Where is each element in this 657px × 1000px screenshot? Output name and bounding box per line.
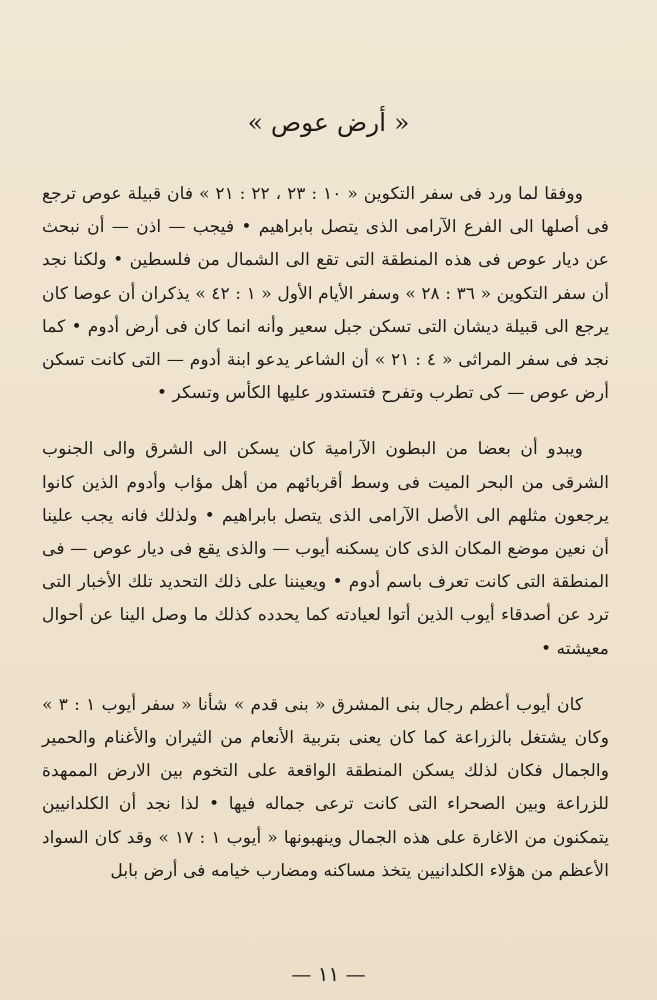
paragraph-2: ويبدو أن بعضا من البطون الآرامية كان يسكن الى الشرق والى الجنوب الشرقى من البحر الميت فى وسط أقربائهم من أهل مؤاب وأدوم الذين كانوا يرجعون مثلهم الى الأصل الآرامى الذى يتصل بابراهيم • ولذلك فانه يجب علينا أن نعين موضع المكان الذى كان يسكنه أيوب — والذى يقع فى ديار عوص — فى المنطقة التى كانت تعرف باسم أدوم • ويعيننا على ذلك التحديد تلك الأخبار التى ترد عن أصدقاء أيوب الذين أتوا لعيادته كما يحدده كذلك ما وصل الينا عن أحوال معيشته • [42, 439, 609, 659]
page-number: — ١١ — [291, 962, 366, 986]
paragraph-1: ووفقا لما ورد فى سفر التكوين « ١٠ : ٢٣ ، ٢٢ : ٢١ » فان قبيلة عوص ترجع فى أصلها الى الفرع الآرامى الذى يتصل بابراهيم • فيجب — اذن — أن نبحث عن ديار عوص فى هذه المنطقة التى تقع الى الشمال من فلسطين • ولكنا نجد أن سفر التكوين « ٣٦ : ٢٨ » وسفر الأيام الأول « ١ : ٤٢ » يذكران أن عوصا كان يرجع الى قبيلة ديشان التى تسكن جبل سعير وأنه انما كان فى أرض أدوم • كما نجد فى سفر المراثى « ٤ : ٢١ » أن الشاعر يدعو ابنة أدوم — التى كانت تسكن أرض عوص — كى تطرب وتفرح فتستدور عليها الكأس وتسكر • [42, 184, 610, 404]
chapter-title: « أرض عوص » [247, 108, 410, 137]
paragraph-3: كان أيوب أعظم رجال بنى المشرق « بنى قدم » شأنا « سفر أيوب ١ : ٣ » وكان يشتغل بالزراعة كما كان يعنى بتربية الأنعام من الثيران والأغنام والحمير والجمال فكان لذلك يسكن المنطقة الواقعة على التخوم بين الارض الممهدة للزراعة وبين الصحراء التى كانت ترعى جماله فيها • لذا نجد أن الكلدانيين يتمكنون من الاغارة على هذه الجمال وينهبونها « أيوب ١ : ١٧ » وقد كان السواد الأعظم من هؤلاء الكلدانيين يتخذ مساكنه ومضارب خيامه فى أرض بابل [42, 694, 610, 881]
body-text [42, 178, 609, 888]
